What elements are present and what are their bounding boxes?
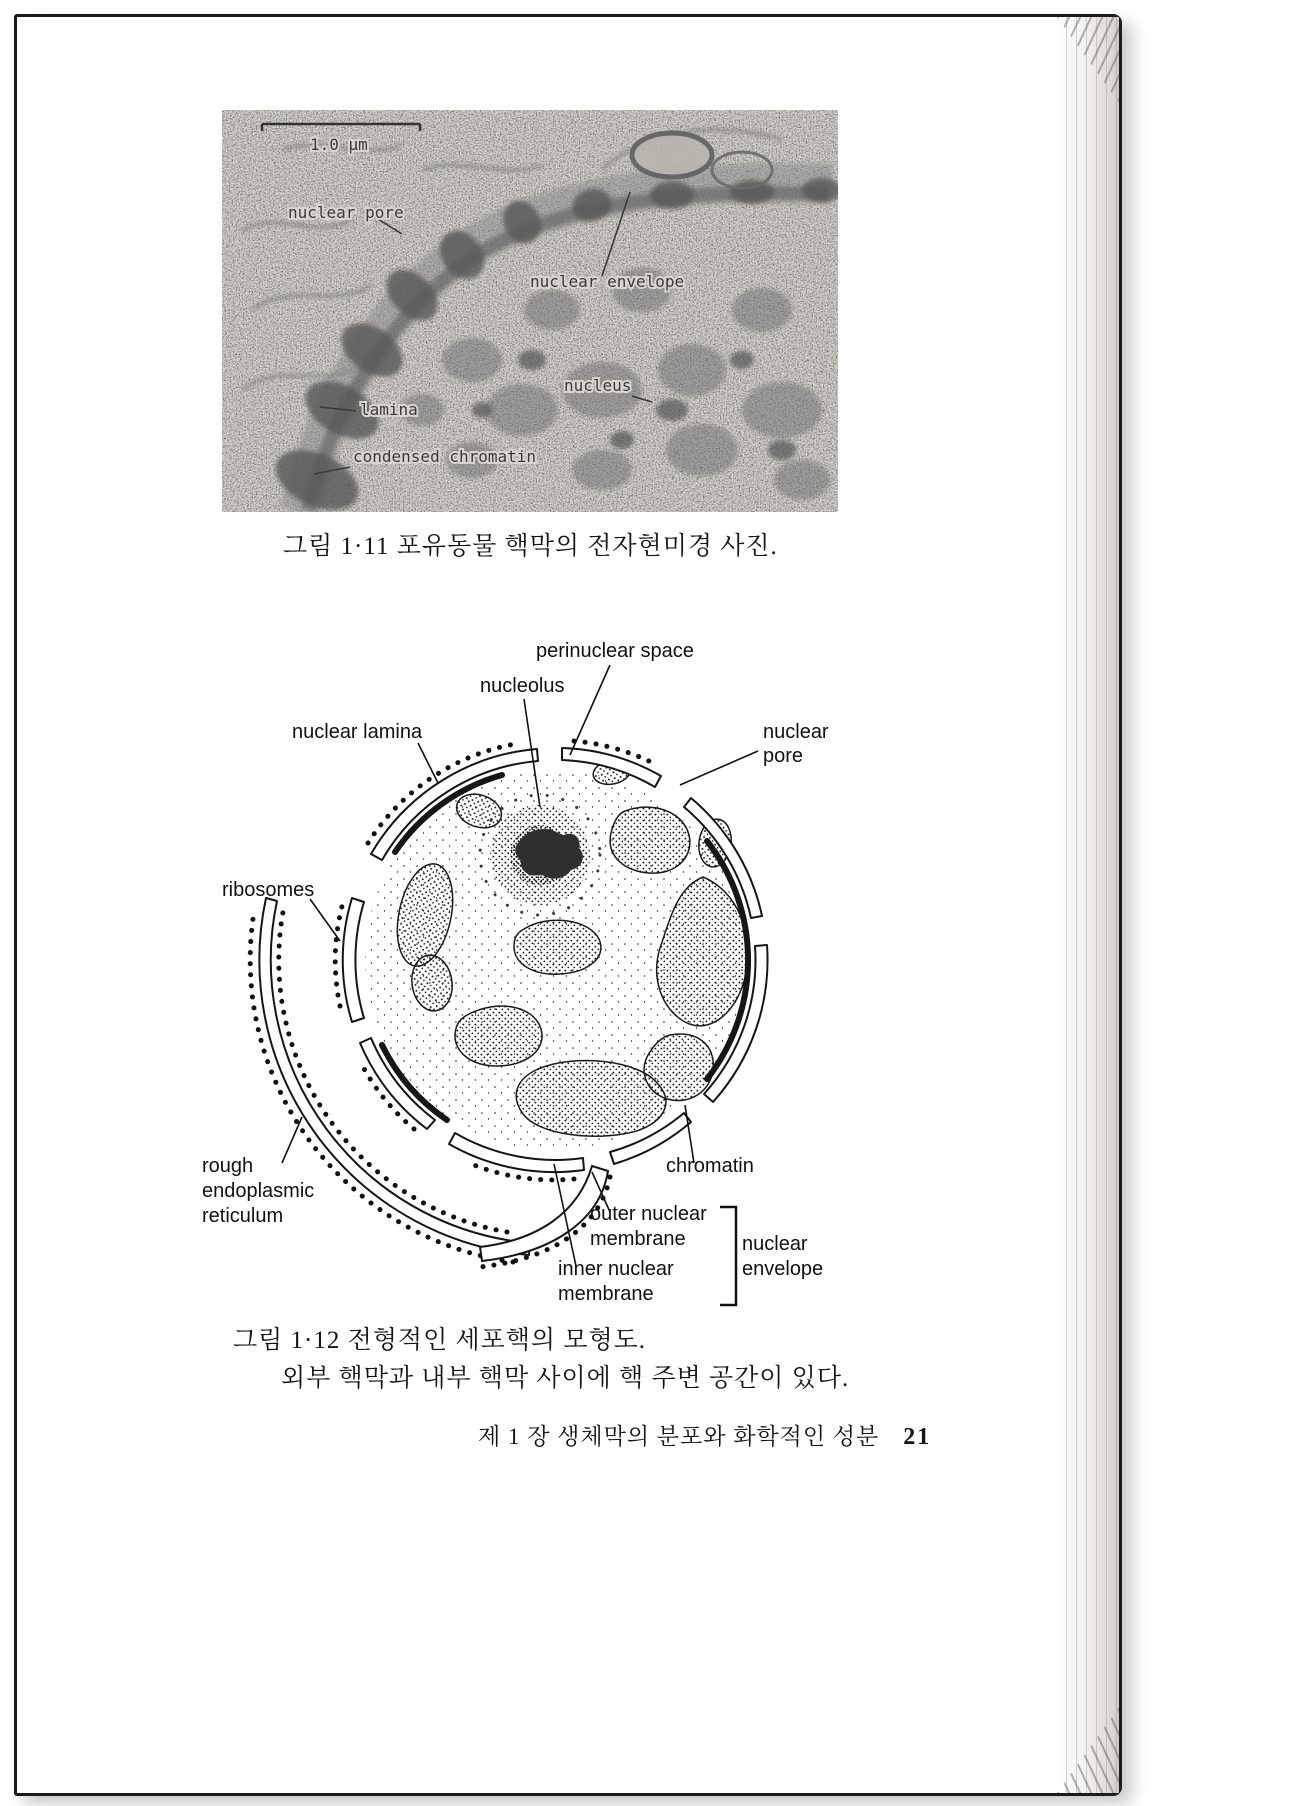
book-frame	[14, 14, 1122, 1796]
nuclear-envelope-bracket	[720, 1207, 736, 1305]
label-nuclear-envelope-line1: nuclear	[742, 1233, 808, 1255]
label-nuclear-pore-line2: pore	[763, 745, 804, 767]
chapter-title: 제 1 장 생체막의 분포와 화학적인 성분	[478, 1424, 880, 1449]
label-rer-line1: rough	[202, 1155, 254, 1177]
electron-micrograph-figure	[222, 110, 838, 512]
page-footer	[478, 1418, 931, 1451]
nucleus-diagram-figure	[180, 615, 960, 1325]
label-inner-membrane-line1: inner nuclear	[558, 1258, 674, 1280]
label-rer-line2: endoplasmic	[202, 1180, 315, 1202]
page-number: 21	[903, 1424, 932, 1450]
label-inner-membrane-line2: membrane	[558, 1283, 654, 1305]
figure-1-11-caption: 그림 1·11 포유동물 핵막의 전자현미경 사진.	[283, 533, 778, 560]
label-chromatin: chromatin	[666, 1155, 754, 1177]
label-nucleolus: nucleolus	[480, 675, 565, 697]
scale-label: 1.0 μm	[310, 135, 368, 154]
page-content	[17, 17, 1119, 1793]
label-condensed-chromatin: condensed chromatin	[353, 447, 537, 466]
label-lamina: lamina	[360, 400, 418, 419]
label-nuclear-pore-line1: nuclear	[763, 721, 829, 743]
er-spur	[480, 1166, 608, 1261]
figure-1-12-caption-line1: 그림 1·12 전형적인 세포핵의 모형도.	[233, 1327, 647, 1354]
label-nuclear-pore: nuclear pore	[288, 203, 404, 222]
label-outer-membrane-line1: outer nuclear	[590, 1203, 707, 1225]
label-nucleus: nucleus	[564, 376, 632, 395]
label-ribosomes: ribosomes	[222, 879, 315, 901]
label-nuclear-envelope-line2: envelope	[742, 1258, 824, 1280]
label-perinuclear-space: perinuclear space	[536, 640, 694, 662]
label-outer-membrane-line2: membrane	[590, 1228, 686, 1250]
label-rer-line3: reticulum	[202, 1205, 284, 1227]
figure-1-12-caption-line2: 외부 핵막과 내부 핵막 사이에 핵 주변 공간이 있다.	[281, 1365, 850, 1392]
label-nuclear-envelope: nuclear envelope	[530, 272, 685, 291]
label-nuclear-lamina: nuclear lamina	[292, 721, 423, 743]
